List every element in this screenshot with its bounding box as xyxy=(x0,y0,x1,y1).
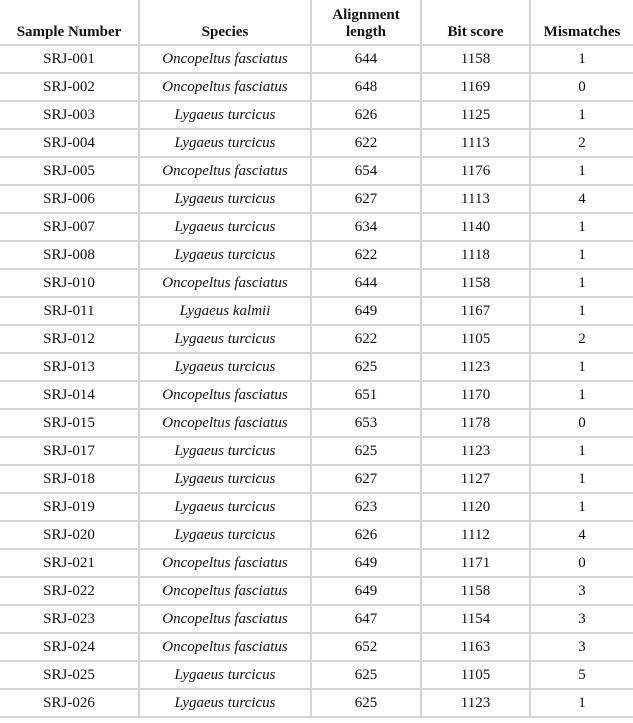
cell-species: Lygaeus turcicus xyxy=(139,101,311,129)
cell-species: Oncopeltus fasciatus xyxy=(139,605,311,633)
table-row xyxy=(0,241,633,269)
cell-mismatches: 4 xyxy=(530,521,633,549)
cell-alignment-length: 626 xyxy=(311,101,421,129)
cell-bit-score: 1105 xyxy=(421,661,530,689)
table-row xyxy=(0,577,633,605)
table-row xyxy=(0,185,633,213)
cell-sample-number: SRJ-024 xyxy=(0,633,139,661)
cell-mismatches: 2 xyxy=(530,325,633,353)
cell-sample-number: SRJ-025 xyxy=(0,661,139,689)
cell-sample-number: SRJ-014 xyxy=(0,381,139,409)
cell-alignment-length: 625 xyxy=(311,353,421,381)
table-row xyxy=(0,297,633,325)
cell-sample-number: SRJ-015 xyxy=(0,409,139,437)
cell-alignment-length: 654 xyxy=(311,157,421,185)
cell-sample-number: SRJ-011 xyxy=(0,297,139,325)
cell-alignment-length: 623 xyxy=(311,493,421,521)
cell-alignment-length: 625 xyxy=(311,661,421,689)
table-row xyxy=(0,73,633,101)
cell-bit-score: 1118 xyxy=(421,241,530,269)
cell-mismatches: 1 xyxy=(530,493,633,521)
table-row xyxy=(0,465,633,493)
cell-sample-number: SRJ-023 xyxy=(0,605,139,633)
cell-mismatches: 1 xyxy=(530,353,633,381)
cell-sample-number: SRJ-006 xyxy=(0,185,139,213)
cell-mismatches: 1 xyxy=(530,101,633,129)
table-row xyxy=(0,269,633,297)
cell-species: Lygaeus turcicus xyxy=(139,521,311,549)
cell-mismatches: 4 xyxy=(530,185,633,213)
cell-species: Lygaeus turcicus xyxy=(139,661,311,689)
table-row xyxy=(0,157,633,185)
header-sample-number: Sample Number xyxy=(0,0,139,45)
cell-mismatches: 0 xyxy=(530,73,633,101)
header-alignment-length xyxy=(311,0,421,45)
table-row xyxy=(0,409,633,437)
cell-alignment-length: 644 xyxy=(311,269,421,297)
cell-mismatches: 1 xyxy=(530,465,633,493)
table-row xyxy=(0,689,633,717)
cell-mismatches: 3 xyxy=(530,577,633,605)
header-bit-score: Bit score xyxy=(421,0,530,45)
cell-sample-number: SRJ-019 xyxy=(0,493,139,521)
cell-species: Lygaeus turcicus xyxy=(139,493,311,521)
cell-mismatches: 1 xyxy=(530,213,633,241)
cell-alignment-length: 649 xyxy=(311,297,421,325)
cell-sample-number: SRJ-022 xyxy=(0,577,139,605)
cell-bit-score: 1163 xyxy=(421,633,530,661)
cell-mismatches: 5 xyxy=(530,661,633,689)
cell-bit-score: 1171 xyxy=(421,549,530,577)
header-alignment-line2: length xyxy=(345,24,386,40)
cell-bit-score: 1158 xyxy=(421,269,530,297)
cell-mismatches: 1 xyxy=(530,45,633,73)
header-row xyxy=(0,0,633,45)
table-body xyxy=(0,45,633,717)
table-row xyxy=(0,633,633,661)
cell-sample-number: SRJ-020 xyxy=(0,521,139,549)
cell-species: Lygaeus turcicus xyxy=(139,353,311,381)
cell-sample-number: SRJ-017 xyxy=(0,437,139,465)
cell-bit-score: 1123 xyxy=(421,353,530,381)
table-row xyxy=(0,605,633,633)
table-row xyxy=(0,213,633,241)
cell-alignment-length: 625 xyxy=(311,689,421,717)
cell-species: Lygaeus turcicus xyxy=(139,465,311,493)
cell-mismatches: 1 xyxy=(530,689,633,717)
cell-species: Oncopeltus fasciatus xyxy=(139,381,311,409)
table-row xyxy=(0,493,633,521)
cell-mismatches: 0 xyxy=(530,409,633,437)
cell-species: Lygaeus turcicus xyxy=(139,213,311,241)
cell-species: Oncopeltus fasciatus xyxy=(139,157,311,185)
cell-sample-number: SRJ-012 xyxy=(0,325,139,353)
cell-bit-score: 1170 xyxy=(421,381,530,409)
cell-bit-score: 1154 xyxy=(421,605,530,633)
header-mismatches: Mismatches xyxy=(530,0,633,45)
cell-alignment-length: 622 xyxy=(311,241,421,269)
cell-sample-number: SRJ-003 xyxy=(0,101,139,129)
table-row xyxy=(0,381,633,409)
cell-bit-score: 1120 xyxy=(421,493,530,521)
cell-mismatches: 0 xyxy=(530,549,633,577)
cell-sample-number: SRJ-001 xyxy=(0,45,139,73)
cell-bit-score: 1123 xyxy=(421,437,530,465)
cell-sample-number: SRJ-026 xyxy=(0,689,139,717)
cell-mismatches: 1 xyxy=(530,381,633,409)
cell-mismatches: 1 xyxy=(530,437,633,465)
cell-mismatches: 2 xyxy=(530,129,633,157)
cell-species: Oncopeltus fasciatus xyxy=(139,633,311,661)
table-row xyxy=(0,549,633,577)
cell-species: Oncopeltus fasciatus xyxy=(139,549,311,577)
cell-sample-number: SRJ-007 xyxy=(0,213,139,241)
table-row xyxy=(0,437,633,465)
header-species: Species xyxy=(139,0,311,45)
cell-species: Lygaeus turcicus xyxy=(139,437,311,465)
cell-sample-number: SRJ-010 xyxy=(0,269,139,297)
cell-sample-number: SRJ-018 xyxy=(0,465,139,493)
table-row xyxy=(0,521,633,549)
cell-alignment-length: 651 xyxy=(311,381,421,409)
cell-species: Oncopeltus fasciatus xyxy=(139,45,311,73)
cell-bit-score: 1169 xyxy=(421,73,530,101)
cell-mismatches: 1 xyxy=(530,269,633,297)
cell-mismatches: 1 xyxy=(530,157,633,185)
cell-species: Lygaeus turcicus xyxy=(139,129,311,157)
cell-sample-number: SRJ-021 xyxy=(0,549,139,577)
cell-sample-number: SRJ-008 xyxy=(0,241,139,269)
cell-bit-score: 1158 xyxy=(421,45,530,73)
table-row xyxy=(0,353,633,381)
cell-species: Oncopeltus fasciatus xyxy=(139,577,311,605)
cell-alignment-length: 647 xyxy=(311,605,421,633)
cell-bit-score: 1158 xyxy=(421,577,530,605)
cell-bit-score: 1123 xyxy=(421,689,530,717)
cell-sample-number: SRJ-002 xyxy=(0,73,139,101)
cell-bit-score: 1112 xyxy=(421,521,530,549)
table-row xyxy=(0,325,633,353)
cell-mismatches: 3 xyxy=(530,633,633,661)
cell-alignment-length: 644 xyxy=(311,45,421,73)
cell-bit-score: 1178 xyxy=(421,409,530,437)
cell-bit-score: 1113 xyxy=(421,185,530,213)
cell-alignment-length: 627 xyxy=(311,465,421,493)
cell-alignment-length: 625 xyxy=(311,437,421,465)
header-alignment-line1: Alignment xyxy=(332,7,400,23)
cell-alignment-length: 627 xyxy=(311,185,421,213)
cell-species: Oncopeltus fasciatus xyxy=(139,409,311,437)
cell-species: Oncopeltus fasciatus xyxy=(139,73,311,101)
cell-sample-number: SRJ-005 xyxy=(0,157,139,185)
cell-species: Lygaeus turcicus xyxy=(139,241,311,269)
table-row xyxy=(0,101,633,129)
cell-species: Oncopeltus fasciatus xyxy=(139,269,311,297)
cell-species: Lygaeus turcicus xyxy=(139,325,311,353)
cell-bit-score: 1140 xyxy=(421,213,530,241)
cell-alignment-length: 634 xyxy=(311,213,421,241)
cell-alignment-length: 649 xyxy=(311,577,421,605)
cell-species: Lygaeus kalmii xyxy=(139,297,311,325)
cell-bit-score: 1125 xyxy=(421,101,530,129)
cell-alignment-length: 652 xyxy=(311,633,421,661)
cell-alignment-length: 653 xyxy=(311,409,421,437)
table-row xyxy=(0,45,633,73)
cell-alignment-length: 622 xyxy=(311,129,421,157)
table-header xyxy=(0,0,633,45)
cell-alignment-length: 649 xyxy=(311,549,421,577)
cell-sample-number: SRJ-004 xyxy=(0,129,139,157)
cell-alignment-length: 648 xyxy=(311,73,421,101)
table-row xyxy=(0,661,633,689)
cell-bit-score: 1127 xyxy=(421,465,530,493)
cell-bit-score: 1167 xyxy=(421,297,530,325)
cell-mismatches: 3 xyxy=(530,605,633,633)
cell-species: Lygaeus turcicus xyxy=(139,689,311,717)
cell-species: Lygaeus turcicus xyxy=(139,185,311,213)
cell-alignment-length: 622 xyxy=(311,325,421,353)
cell-bit-score: 1105 xyxy=(421,325,530,353)
table-row xyxy=(0,129,633,157)
cell-alignment-length: 626 xyxy=(311,521,421,549)
cell-bit-score: 1176 xyxy=(421,157,530,185)
cell-mismatches: 1 xyxy=(530,241,633,269)
cell-bit-score: 1113 xyxy=(421,129,530,157)
cell-mismatches: 1 xyxy=(530,297,633,325)
cell-sample-number: SRJ-013 xyxy=(0,353,139,381)
